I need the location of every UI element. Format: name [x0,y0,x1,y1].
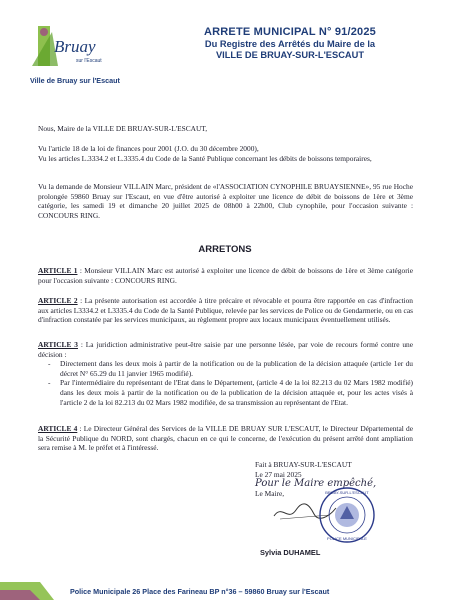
article-1-text: : Monsieur VILLAIN Marc est autorisé à exploiter une licence de débit de boissons de 1ère et 3ème catégorie pour l'occasion suivante : CONCOURS RING. [38,266,413,285]
vu-paragraph-1: Vu l'article 18 de la loi de finances pour 2001 (J.O. du 30 décembre 2000), [38,144,259,153]
article-2-text: : La présente autorisation est accordée à titre précaire et révocable et pourra être rapportée en cas d'infraction aux articles L3334.2 et L3335.4 du Code de la Santé Publique, relevée par les services de Police ou de Gendarmerie, ou en cas d'infraction constatée par les services municipaux, au règlement propre aux locaux municipaux éventuellement utilisés. [38,296,413,325]
article-4 [38,424,413,453]
footer-address: Police Municipale 26 Place des Farineau BP n°36 – 59860 Bruay sur l'Escaut [70,587,330,596]
article-2 [38,296,413,325]
article-3 [38,340,413,407]
intro-line: Nous, Maire de la VILLE DE BRUAY-SUR-L'ESCAUT, [38,124,208,133]
svg-text:POLICE MUNICIPALE: POLICE MUNICIPALE [327,536,367,541]
article-2-label: ARTICLE 2 [38,296,78,305]
official-stamp-icon [318,486,376,544]
article-1 [38,266,413,285]
article-3-list [38,359,413,407]
decree-title: ARRETE MUNICIPAL N° 91/2025 [204,26,376,38]
logo-word: Bruay [54,37,96,56]
signature-date: Le 27 mai 2025 [255,469,302,479]
article-4-text: : Le Directeur Général des Services de la VILLE DE BRUAY SUR L'ESCAUT, le Directeur Départemental de la Sécurité Publique du NORD, sont chargés, chacun en ce qui le concerne, de l'exécution du présent arrêté dont ampliation sera remise à M. le préfet et à l'intéressé. [38,424,413,453]
article-1-label: ARTICLE 1 [38,266,78,275]
signatory-name: Sylvia DUHAMEL [260,548,321,557]
decree-subtitle: Du Registre des Arrêtés du Maire de la [204,39,376,49]
document-header [150,26,430,60]
vu-paragraph-2: Vu les articles L.3334.2 et L.3335.4 du Code de la Santé Publique concernant les débits de boissons temporaires, [38,154,372,163]
signature-handwritten-note: Pour le Maire empêché, [255,478,377,490]
vu-paragraph-3: Vu la demande de Monsieur VILLAIN Marc, président de «l'ASSOCIATION CYNOPHILE BRUAYSIENNE», 95 rue Hoche prolongée 59860 Bruay sur l'Escaut, en vue d'être autorisé à exploiter une licence de débit de boissons de 1ère et 3ème catégorie, les samedi 19 et dimanche 20 juillet 2025 de 08h00 à 22h00, Club cynophile, pour l'occasion suivante : CONCOURS RING. [38,182,413,220]
article-3-text: : La juridiction administrative peut-être saisie par une personne lésée, par voie de recours formé contre une décision : [38,340,413,359]
signature-place: Fait à BRUAY-SUR-L'ESCAUT [255,460,352,469]
article-3-item-2: - Par l'intermédiaire du représentant de l'Etat dans le Département, (article 4 de la loi 82.213 du 02 Mars 1982 modifié) dans les deux mois à partir de la notification ou de la publication de la décision attaquée et, pour les actes visés à l'article 2 de la loi 82.213 du 02 Mars 1982 modifiée, de sa transmission au représentant de l'Etat. [60,378,413,407]
article-4-label: ARTICLE 4 [38,424,78,433]
logo-sub: sur l'Escaut [76,58,102,64]
article-3-label: ARTICLE 3 [38,340,78,349]
bruay-logo [28,22,108,74]
city-caption: Ville de Bruay sur l'Escaut [30,76,120,85]
article-3-item-1: - Directement dans les deux mois à partir de la notification ou de la publication de la décision attaquée (article 1er du décret N° 65.29 du 11 janvier 1965 modifié). [60,359,413,378]
arretons-heading: ARRETONS [198,244,252,255]
signature-role: Le Maire, [255,488,285,498]
svg-text:BRUAY-SUR-L'ESCAUT: BRUAY-SUR-L'ESCAUT [325,490,369,495]
decree-city: VILLE DE BRUAY-SUR-L'ESCAUT [215,50,365,60]
